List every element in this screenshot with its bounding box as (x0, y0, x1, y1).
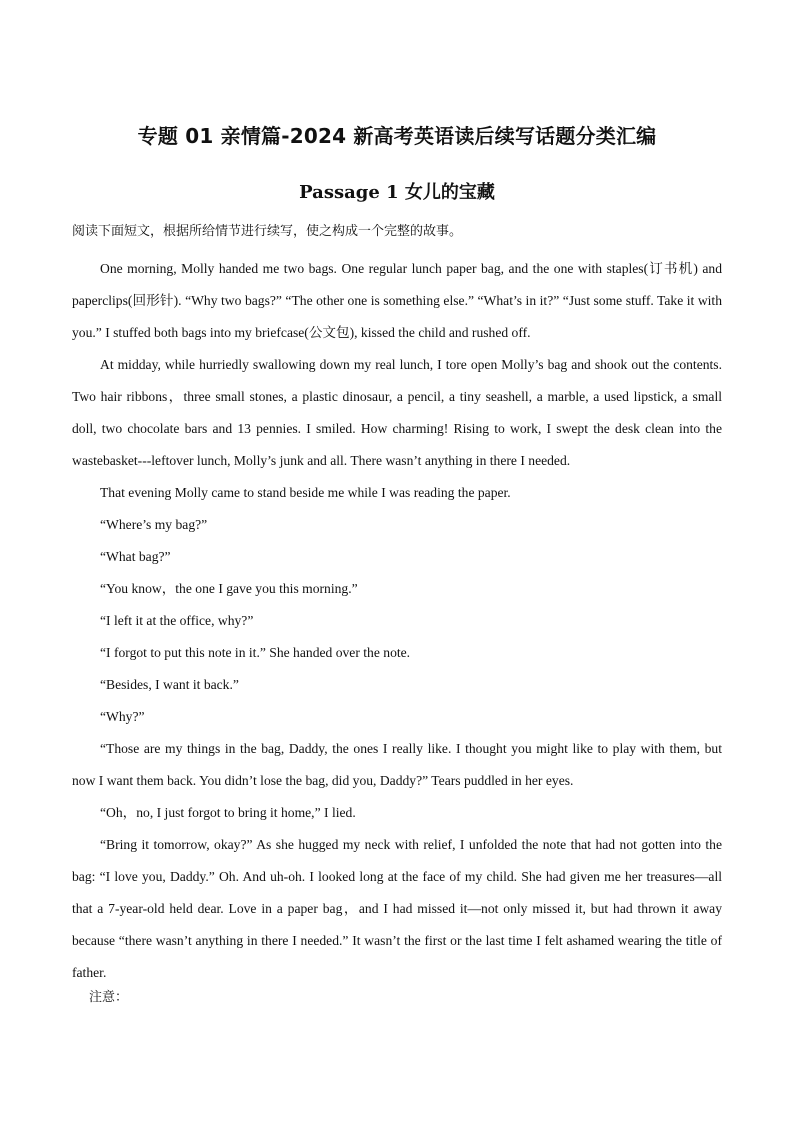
passage-body (72, 253, 722, 989)
dialogue-line: “I left it at the office, why?” (100, 613, 254, 628)
paragraph: That evening Molly came to stand beside me while I was reading the paper. (100, 485, 511, 500)
paragraph: “Those are my things in the bag, Daddy, the ones I really like. I thought you might like to play with them, but now I want them back. You didn’t lose the bag, did you, Daddy?” Tears puddled in her eyes. (72, 741, 722, 788)
dialogue-line: “Why?” (100, 709, 145, 724)
instruction-text: 阅读下面短文，根据所给情节进行续写，使之构成一个完整的故事。 (72, 224, 463, 239)
dialogue-line: “You know，the one I gave you this morning.” (100, 581, 358, 596)
paragraph: “Bring it tomorrow, okay?” As she hugged my neck with relief, I unfolded the note that had not gotten into the bag: “I love you, Daddy.” Oh. And uh-oh. I looked long at the face of my child. She had given me her treasures—all that a 7-year-old held dear. Love in a paper bag，and I had missed it—not only missed it, but had thrown it away because “there wasn’t anything in there I needed.” It wasn’t the first or the last time I felt ashamed wearing the title of father. (72, 837, 722, 980)
dialogue-line: “Where’s my bag?” (100, 517, 208, 532)
dialogue-line: “Oh，no, I just forgot to bring it home,” I lied. (100, 805, 356, 820)
dialogue-line: “Besides, I want it back.” (100, 677, 239, 692)
dialogue-line: “I forgot to put this note in it.” She handed over the note. (100, 645, 411, 660)
paragraph: At midday, while hurriedly swallowing down my real lunch, I tore open Molly’s bag and shook out the contents. Two hair ribbons，three small stones, a plastic dinosaur, a pencil, a tiny seashell, a marble, a used lipstick, a small doll, two chocolate bars and 13 pennies. I smiled. How charming! Rising to work, I swept the desk clean into the wastebasket---leftover lunch, Molly’s junk and all. There wasn’t anything in there I needed. (72, 357, 722, 468)
dialogue-line: “What bag?” (100, 549, 171, 564)
passage-title: Passage 1 女儿的宝藏 (299, 182, 495, 203)
document-title: 专题 01 亲情篇-2024 新高考英语读后续写话题分类汇编 (137, 124, 657, 148)
note-label: 注意： (89, 990, 129, 1005)
paragraph: One morning, Molly handed me two bags. One regular lunch paper bag, and the one with staples(订书机) and paperclips(回形针). “Why two bags?” “The other one is something else.” “What’s in it?” “Just some stuff. Take it with you.” I stuffed both bags into my briefcase(公文包), kissed the child and rushed off. (72, 261, 722, 340)
